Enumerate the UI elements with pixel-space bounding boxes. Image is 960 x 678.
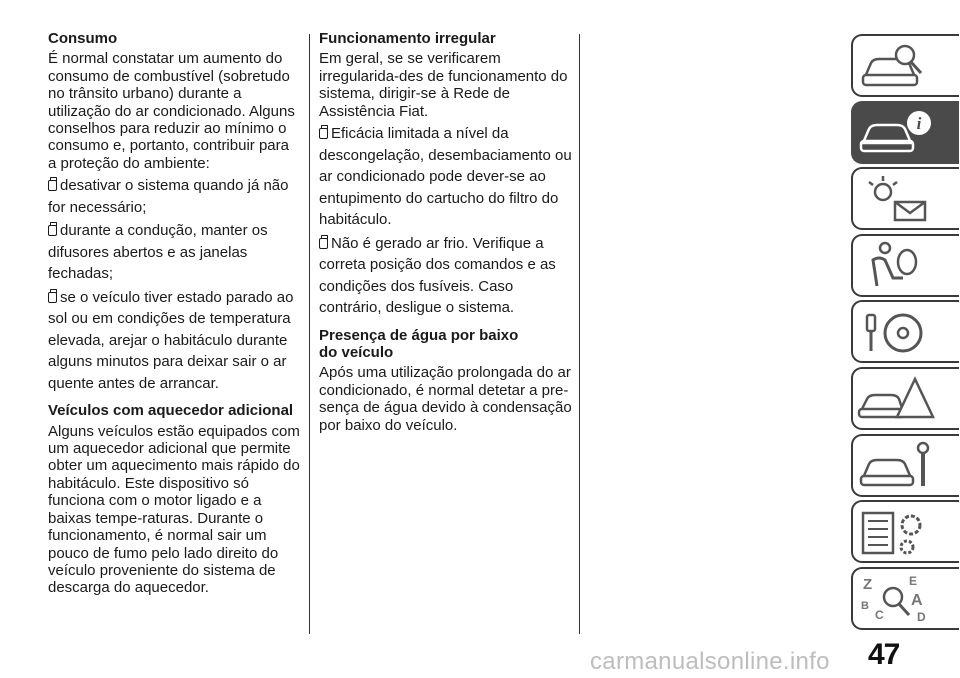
list-item: Não é gerado ar frio. Verifique a correta posição dos comandos e as condições dos fusíveis. Caso contrário, desligue o sistema.: [319, 234, 556, 317]
svg-text:D: D: [917, 610, 926, 625]
bullet-icon: [319, 128, 328, 139]
section-title-aquecedor: Veículos com aquecedor adicional: [48, 402, 294, 420]
paragraph-consumo: É normal constatar um aumento do consumo de combustível (sobretudo no trânsito urbano) durante a utilização do ar condicionado. Alguns conselhos para reduzir ao mínimo o consumo e, portanto, contribuir para a proteção do ambiente:: [48, 50, 295, 172]
alphabet-index-icon: [857, 571, 935, 625]
warning-light-message-icon: [857, 172, 935, 226]
svg-text:E: E: [909, 574, 918, 589]
tab-car-search[interactable]: [851, 34, 959, 97]
specs-gear-icon: [857, 505, 935, 559]
section-title-irregular: Funcionamento irregular: [319, 30, 496, 47]
car-crash-warning-icon: [857, 371, 935, 425]
column-divider: [579, 34, 580, 634]
chapter-tabs: [851, 34, 960, 633]
paragraph-irregular: Em geral, se se verificarem irregularida-des de funcionamento do sistema, dirigir-se à Rede de Assistência Fiat.: [319, 50, 568, 120]
bullet-icon: [48, 292, 57, 303]
page-number: 47: [868, 638, 900, 671]
paragraph-agua: Após uma utilização prolongada do ar condicionado, é normal detetar a pre-sença de água devido à condensação por baixo do veículo.: [319, 364, 572, 434]
bullet-icon: [48, 225, 57, 236]
section-title-consumo: Consumo: [48, 30, 118, 47]
list-item: Eficácia limitada a nível da descongelação, desembaciamento ou ar condicionado pode dever-se ao entupimento do cartucho do filtro do habitáculo.: [319, 125, 572, 229]
car-info-icon: [857, 105, 935, 159]
list-item: durante a condução, manter os difusores abertos e as janelas fechadas;: [48, 222, 268, 283]
section-title-agua: Presença de água por baixo do veículo: [319, 326, 519, 361]
watermark: carmanualsonline.info: [590, 648, 830, 675]
column-divider: [309, 34, 310, 634]
right-column: [319, 30, 575, 437]
svg-text:C: C: [875, 608, 884, 623]
key-steering-wheel-icon: [857, 305, 935, 359]
tab-car-info[interactable]: [851, 101, 959, 164]
tab-index[interactable]: [851, 567, 959, 630]
airbag-seat-icon: [857, 238, 935, 292]
tab-airbag[interactable]: [851, 234, 959, 297]
tab-key-steering[interactable]: [851, 300, 959, 363]
list-item: desativar o sistema quando já não for necessário;: [48, 177, 289, 216]
svg-text:A: A: [911, 592, 923, 610]
car-wrench-icon: [857, 438, 935, 492]
tab-warning-lights[interactable]: [851, 167, 959, 230]
paragraph-aquecedor: Alguns veículos estão equipados com um aquecedor adicional que permite obter um aquecimento mais rápido do habitáculo. Este dispositivo só funciona com o motor ligado e a baixas tempe-raturas. Durante o funcionamento, é normal sair um pouco de fumo pelo lado direito do veículo proveniente do sistema de descarga do aquecedor.: [48, 422, 300, 597]
tab-emergency[interactable]: [851, 367, 959, 430]
left-column: [48, 30, 300, 600]
svg-text:i: i: [916, 114, 922, 134]
bullet-icon: [319, 238, 328, 249]
svg-text:Z: Z: [863, 576, 873, 594]
bullet-icon: [48, 180, 57, 191]
svg-text:B: B: [861, 600, 869, 613]
tab-specifications[interactable]: [851, 500, 959, 563]
tab-maintenance[interactable]: [851, 434, 959, 497]
list-item: se o veículo tiver estado parado ao sol ou em condições de temperatura elevada, arejar o habitáculo durante alguns minutos para deixar sair o ar quente antes de arrancar.: [48, 288, 294, 392]
car-search-icon: [857, 39, 935, 93]
